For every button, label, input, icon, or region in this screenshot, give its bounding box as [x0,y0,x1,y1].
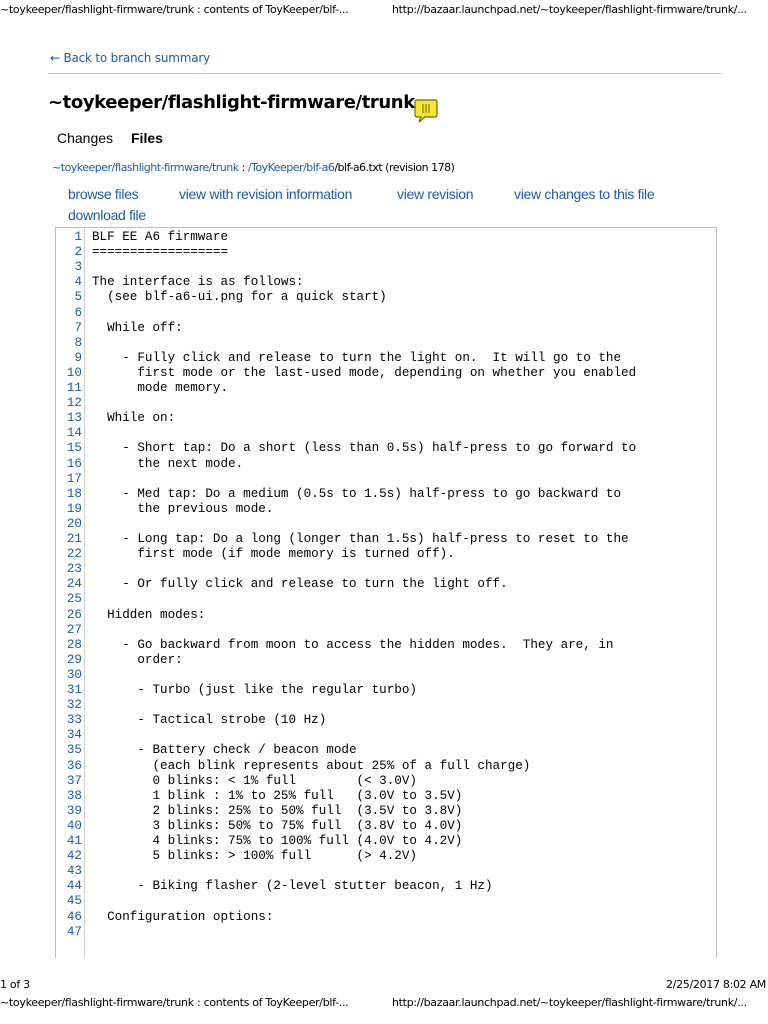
code-line [56,683,716,698]
line-number-link[interactable]: 12 [66,396,82,411]
code-line [56,472,716,487]
breadcrumb-file: /blf-a6.txt [334,161,383,174]
breadcrumb-root-link[interactable]: ~toykeeper/flashlight-firmware/trunk [52,161,239,174]
code-line-text: first mode or the last-used mode, depending on whether you enabled [92,365,637,380]
print-page-count: 1 of 3 [0,978,30,991]
line-number-link[interactable]: 18 [66,486,82,501]
line-number-link[interactable]: 40 [66,818,82,833]
code-line [56,411,716,426]
line-number-link[interactable]: 14 [66,426,82,441]
code-line-text: - Turbo (just like the regular turbo) [92,683,417,697]
line-number-link[interactable]: 47 [66,924,82,939]
code-line-text: - Short tap: Do a short (less than 0.5s) half-press to go forward to [92,441,637,456]
code-line [56,381,716,396]
code-line-text: While off: [92,320,183,335]
code-line-text: BLF EE A6 firmware [92,230,229,244]
code-line-text: the previous mode. [92,501,274,516]
print-datetime: 2/25/2017 8:02 AM [665,978,766,991]
divider [48,73,722,74]
code-line-text: Configuration options: [92,909,274,924]
line-number-link[interactable]: 20 [66,516,82,531]
code-line-text: (each blink represents about 25% of a full charge) [92,758,531,773]
line-number-link[interactable]: 11 [66,381,82,395]
code-line [56,608,716,623]
code-line-text: - Fully click and release to turn the light on. It will go to the [92,350,622,365]
line-number-link[interactable]: 6 [74,305,82,320]
code-line [56,577,716,592]
code-line [56,245,716,260]
line-number-link[interactable]: 10 [66,365,82,380]
code-line-text: mode memory. [92,381,229,395]
line-number-link[interactable]: 1 [74,230,82,244]
code-line [56,351,716,366]
line-number-link[interactable]: 28 [66,637,82,652]
page-title: ~toykeeper/flashlight-firmware/trunk [48,92,415,113]
line-number-link[interactable]: 7 [74,320,82,335]
print-header [0,3,768,17]
code-line-text: While on: [92,411,176,426]
line-number-link[interactable]: 27 [66,622,82,637]
code-line-text: - Battery check / beacon mode [92,743,357,758]
code-line-text: Hidden modes: [92,607,206,622]
code-line [56,426,716,441]
line-number-link[interactable]: 33 [66,713,82,728]
view-revision-link[interactable]: view revision [397,186,474,202]
code-line [56,894,716,909]
print-footer-page-title: ~toykeeper/flashlight-firmware/trunk : contents of ToyKeeper/blf-... [0,996,349,1009]
code-line [56,517,716,532]
code-line [56,321,716,336]
code-line [56,789,716,804]
line-number-link[interactable]: 16 [66,456,82,471]
code-line [56,759,716,774]
code-line-text: order: [92,652,183,667]
code-line [56,864,716,879]
code-line [56,562,716,577]
code-line [56,502,716,517]
code-line [56,260,716,275]
code-line [56,879,716,894]
code-line [56,713,716,728]
line-number-link[interactable]: 32 [66,698,82,713]
code-line-text: - Med tap: Do a medium (0.5s to 1.5s) half-press to go backward to [92,486,622,501]
line-number-link[interactable]: 15 [66,441,82,456]
line-number-link[interactable]: 13 [66,411,82,426]
line-number-link[interactable]: 34 [66,728,82,743]
breadcrumb [52,161,454,174]
line-number-link[interactable]: 17 [66,471,82,486]
line-number-link[interactable]: 2 [74,245,82,260]
line-number-link[interactable]: 43 [66,864,82,879]
code-line-text: - Tactical strobe (10 Hz) [92,713,327,728]
line-number-link[interactable]: 39 [66,803,82,818]
code-line [56,653,716,668]
code-line-text: 1 blink : 1% to 25% full (3.0V to 3.5V) [92,788,463,803]
code-line-text: 2 blinks: 25% to 50% full (3.5V to 3.8V) [92,803,463,818]
line-number-link[interactable]: 21 [66,532,82,546]
code-line-text: - Biking flasher (2-level stutter beacon, 1 Hz) [92,879,493,894]
code-line [56,275,716,290]
line-number-link[interactable]: 36 [66,758,82,773]
breadcrumb-dir-blf-a6-link[interactable]: /blf-a6 [303,161,335,174]
code-line [56,774,716,789]
code-line [56,547,716,562]
code-line-text: 0 blinks: < 1% full (< 3.0V) [92,773,417,788]
print-page-url: http://bazaar.launchpad.net/~toykeeper/flashlight-firmware/trunk/... [392,3,747,16]
code-line-text: - Long tap: Do a long (longer than 1.5s) half-press to reset to the [92,532,629,546]
breadcrumb-dir-toykeeper-link[interactable]: /ToyKeeper [247,161,304,174]
view-changes-link[interactable]: view changes to this file [514,186,655,202]
file-content-viewer [55,227,717,958]
code-line [56,230,716,245]
code-line [56,396,716,411]
code-line-text: the next mode. [92,456,244,471]
line-number-link[interactable]: 19 [66,501,82,516]
line-number-link[interactable]: 8 [74,335,82,350]
code-line [56,441,716,456]
code-line [56,638,716,653]
line-number-link[interactable]: 9 [74,350,82,365]
code-line [56,834,716,849]
line-number-link[interactable]: 42 [66,849,82,864]
code-line-text: (see blf-a6-ui.png for a quick start) [92,290,387,305]
code-line-text: first mode (if mode memory is turned off). [92,547,455,562]
download-file-link[interactable]: download file [68,207,146,223]
line-number-link[interactable]: 37 [66,773,82,788]
line-number-link[interactable]: 26 [66,607,82,622]
code-line-text: - Go backward from moon to access the hidden modes. They are, in [92,637,614,652]
line-number-link[interactable]: 41 [66,834,82,848]
print-footer-url-row [0,996,768,1010]
line-number-link[interactable]: 38 [66,788,82,803]
code-line [56,849,716,864]
print-footer-page-url: http://bazaar.launchpad.net/~toykeeper/flashlight-firmware/trunk/... [392,996,747,1009]
code-line [56,910,716,925]
code-line [56,728,716,743]
line-number-link[interactable]: 44 [66,879,82,894]
print-footer [0,978,768,992]
view-revision-info-link[interactable]: view with revision information [179,186,353,202]
line-number-link[interactable]: 3 [74,260,82,275]
code-line [56,457,716,472]
code-line [56,487,716,502]
code-line-text: ================== [92,245,229,260]
line-number-link[interactable]: 46 [66,909,82,924]
line-number-link[interactable]: 4 [74,275,82,290]
code-line [56,592,716,607]
code-line [56,336,716,351]
print-page-title: ~toykeeper/flashlight-firmware/trunk : contents of ToyKeeper/blf-... [0,3,349,16]
line-number-link[interactable]: 45 [66,894,82,909]
browse-files-link[interactable]: browse files [68,186,139,202]
code-line [56,290,716,305]
code-line [56,925,716,940]
line-number-link[interactable]: 31 [66,683,82,697]
code-line-text: 4 blinks: 75% to 100% full (4.0V to 4.2V) [92,834,463,848]
code-line [56,743,716,758]
line-number-link[interactable]: 30 [66,667,82,682]
code-line [56,532,716,547]
code-line-text: - Or fully click and release to turn the light off. [92,577,508,592]
code-line-text: 3 blinks: 50% to 75% full (3.8V to 4.0V) [92,818,463,833]
line-number-link[interactable]: 23 [66,562,82,577]
line-number-link[interactable]: 5 [74,290,82,305]
code-line-text: 5 blinks: > 100% full (> 4.2V) [92,849,417,864]
line-number-link[interactable]: 29 [66,652,82,667]
code-line [56,698,716,713]
code-line [56,623,716,638]
line-number-link[interactable]: 35 [66,743,82,758]
code-line [56,366,716,381]
back-to-branch-summary-link[interactable]: ← Back to branch summary [50,51,211,65]
line-number-link[interactable]: 25 [66,592,82,607]
code-line [56,819,716,834]
line-number-link[interactable]: 22 [66,547,82,562]
tab-changes[interactable]: Changes [57,130,114,146]
code-line-text: The interface is as follows: [92,275,304,290]
code-line [56,668,716,683]
tab-files[interactable]: Files [131,130,163,146]
line-number-link[interactable]: 24 [66,577,82,592]
speech-bubble-icon[interactable] [414,98,438,124]
breadcrumb-separator: : [238,161,248,174]
breadcrumb-revision: (revision 178) [382,161,455,174]
code-line [56,306,716,321]
code-line [56,804,716,819]
